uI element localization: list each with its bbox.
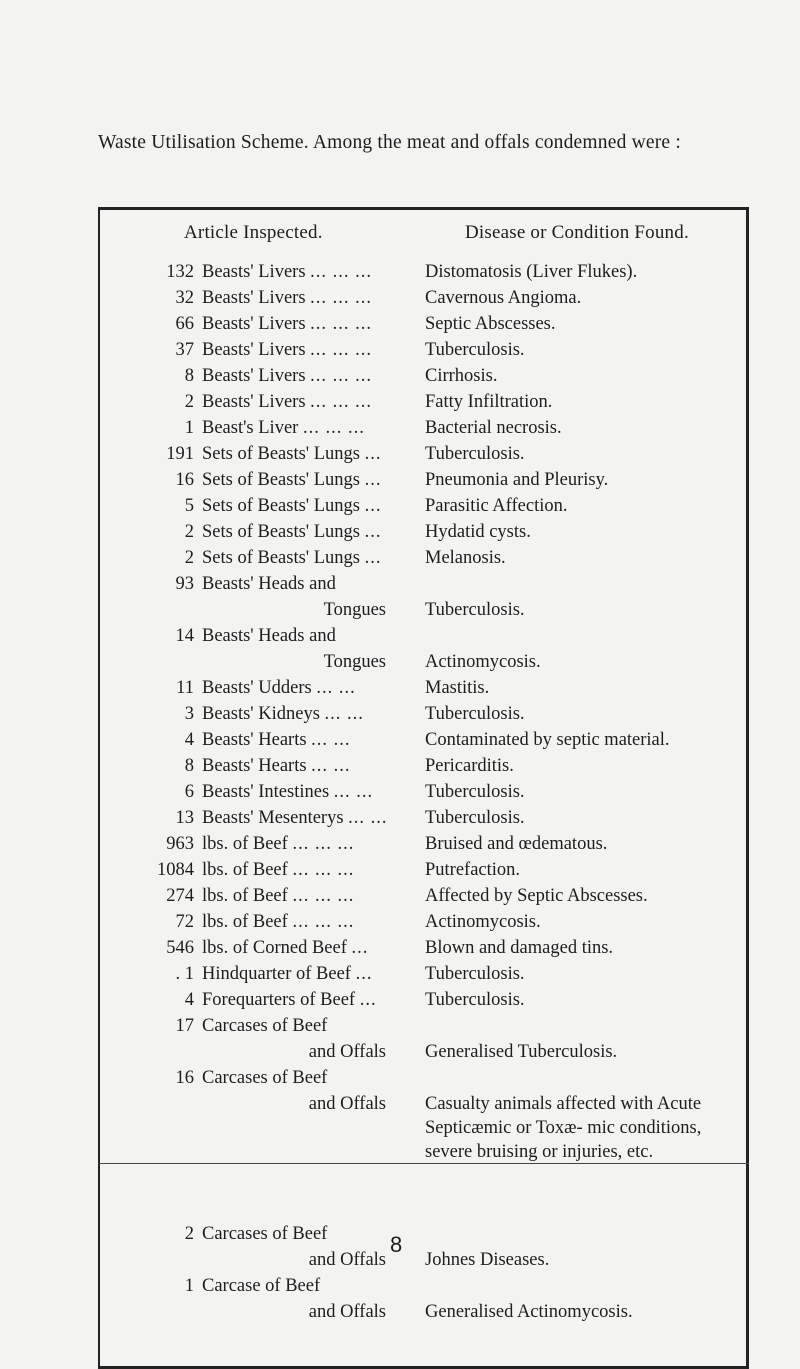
- table-row: [0, 416, 800, 440]
- table-row: [0, 390, 800, 414]
- article-text: Beasts' Livers: [202, 392, 306, 412]
- article-text: lbs. of Beef: [202, 860, 288, 880]
- table-row: [0, 884, 800, 908]
- quantity-cell: 8: [184, 366, 194, 386]
- header-article-inspected: Article Inspected.: [184, 222, 323, 243]
- article-text: Hindquarter of Beef: [202, 964, 351, 984]
- disease-cell: Tuberculosis.: [425, 782, 525, 802]
- quantity-cell: 546: [166, 938, 194, 958]
- article-text: Beasts' Heads and: [202, 626, 336, 646]
- article-continuation: and Offals: [308, 1302, 386, 1322]
- table-row: [0, 312, 800, 336]
- article-text: Beasts' Livers: [202, 288, 306, 308]
- table-row: [0, 676, 800, 700]
- article-cell: [202, 884, 354, 908]
- table-row-continuation: [0, 598, 800, 622]
- leader-dots: ... ... ...: [292, 860, 355, 880]
- article-cell: [202, 962, 372, 986]
- disease-cell: Pericarditis.: [425, 756, 514, 776]
- disease-cell: Fatty Infiltration.: [425, 392, 553, 412]
- article-cell: [202, 364, 372, 388]
- article-cell: [202, 936, 368, 960]
- article-cell: [202, 442, 382, 466]
- quantity-cell: 2: [184, 548, 194, 568]
- quantity-cell: 32: [175, 288, 194, 308]
- quantity-cell: 11: [176, 678, 194, 698]
- quantity-cell: 4: [184, 730, 194, 750]
- table-row: [0, 858, 800, 882]
- article-text: Beasts' Livers: [202, 262, 306, 282]
- article-text: lbs. of Beef: [202, 912, 288, 932]
- article-cell: [202, 910, 354, 934]
- article-text: lbs. of Corned Beef: [202, 938, 347, 958]
- leader-dots: ...: [364, 496, 382, 516]
- table-row: [0, 780, 800, 804]
- quantity-cell: 93: [175, 574, 194, 594]
- quantity-cell: 963: [166, 834, 194, 854]
- quantity-cell: 1: [184, 418, 194, 438]
- article-text: Beasts' Intestines: [202, 782, 330, 802]
- leader-dots: ... ...: [316, 678, 356, 698]
- quantity-cell: 72: [175, 912, 194, 932]
- article-cell: [202, 312, 372, 336]
- leader-dots: ... ...: [311, 730, 351, 750]
- article-text: Beasts' Mesenterys: [202, 808, 344, 828]
- table-row: [0, 988, 800, 1012]
- table-row: [0, 728, 800, 752]
- article-continuation: Tongues: [323, 600, 386, 620]
- disease-cell: Cavernous Angioma.: [425, 288, 582, 308]
- table-row: [0, 442, 800, 466]
- quantity-cell: 274: [166, 886, 194, 906]
- article-cell: [202, 1014, 327, 1038]
- article-cell: [202, 546, 382, 570]
- disease-cell: Affected by Septic Abscesses.: [425, 886, 648, 906]
- intro-paragraph: Waste Utilisation Scheme. Among the meat and offals condemned were :: [98, 132, 681, 153]
- table-row: [0, 962, 800, 986]
- table-row: [0, 702, 800, 726]
- article-text: lbs. of Beef: [202, 886, 288, 906]
- leader-dots: ... ...: [333, 782, 374, 802]
- table-row: [0, 338, 800, 362]
- quantity-cell: 191: [166, 444, 194, 464]
- disease-cell: Bacterial necrosis.: [425, 418, 562, 438]
- leader-dots: ... ...: [348, 808, 388, 828]
- article-text: lbs. of Beef: [202, 834, 288, 854]
- leader-dots: ...: [355, 964, 373, 984]
- leader-dots: ...: [351, 938, 369, 958]
- table-row: [0, 364, 800, 388]
- quantity-cell: 4: [184, 990, 194, 1010]
- disease-cell: Melanosis.: [425, 548, 506, 568]
- article-cell: [202, 572, 336, 596]
- leader-dots: ... ... ...: [310, 340, 373, 360]
- disease-cell: Actinomycosis.: [425, 912, 541, 932]
- table-row-continuation: [0, 650, 800, 674]
- article-cell: [202, 1222, 327, 1246]
- disease-cell: Septic Abscesses.: [425, 314, 556, 334]
- quantity-cell: 6: [184, 782, 194, 802]
- article-text: Beasts' Livers: [202, 340, 306, 360]
- table-row: [0, 806, 800, 830]
- disease-cell: Contaminated by septic material.: [425, 730, 670, 750]
- article-cell: [202, 806, 388, 830]
- article-text: Forequarters of Beef: [202, 990, 356, 1010]
- article-text: Beasts' Hearts: [202, 730, 307, 750]
- article-cell: [202, 286, 372, 310]
- article-continuation: and Offals: [308, 1042, 386, 1062]
- disease-cell: Cirrhosis.: [425, 366, 498, 386]
- leader-dots: ...: [359, 990, 377, 1010]
- article-cell: [202, 676, 356, 700]
- quantity-cell: 2: [184, 522, 194, 542]
- leader-dots: ...: [364, 548, 382, 568]
- table-row-continuation: [0, 1040, 800, 1064]
- table-row: [0, 936, 800, 960]
- disease-cell: Johnes Diseases.: [425, 1250, 550, 1270]
- article-cell: [202, 988, 377, 1012]
- article-cell: [202, 468, 382, 492]
- article-cell: [202, 260, 372, 284]
- article-cell: [202, 1274, 320, 1298]
- quantity-cell: 16: [175, 470, 194, 490]
- article-continuation: and Offals: [308, 1094, 386, 1114]
- article-cell: [202, 702, 364, 726]
- leader-dots: ... ... ...: [310, 314, 373, 334]
- table-row: [0, 1014, 800, 1038]
- quantity-cell: 2: [184, 392, 194, 412]
- table-row-continuation: [0, 1300, 800, 1324]
- table-row: [0, 260, 800, 284]
- leader-dots: ... ...: [311, 756, 351, 776]
- disease-cell: Hydatid cysts.: [425, 522, 531, 542]
- quantity-cell: 13: [175, 808, 194, 828]
- article-cell: [202, 780, 373, 804]
- article-text: Sets of Beasts' Lungs: [202, 496, 361, 516]
- leader-dots: ... ...: [324, 704, 364, 724]
- disease-cell: Tuberculosis.: [425, 600, 525, 620]
- table-row: [0, 572, 800, 596]
- quantity-cell: 1084: [157, 860, 194, 880]
- disease-cell: Mastitis.: [425, 678, 490, 698]
- leader-dots: ... ... ...: [310, 366, 373, 386]
- table-row: [0, 286, 800, 310]
- table-row: [0, 520, 800, 544]
- leader-dots: ... ... ...: [310, 392, 373, 412]
- table-row: [0, 624, 800, 648]
- disease-cell: Parasitic Affection.: [425, 496, 568, 516]
- table-row: [0, 546, 800, 570]
- article-cell: [202, 338, 372, 362]
- article-text: Beasts' Hearts: [202, 756, 307, 776]
- table-row: [0, 1274, 800, 1298]
- disease-cell: Generalised Tuberculosis.: [425, 1042, 618, 1062]
- disease-cell: Tuberculosis.: [425, 808, 525, 828]
- article-continuation: Tongues: [323, 652, 386, 672]
- article-cell: [202, 390, 372, 414]
- table-row: [0, 832, 800, 856]
- quantity-cell: . 1: [175, 964, 194, 984]
- article-text: Sets of Beasts' Lungs: [202, 548, 361, 568]
- article-text: Beast's Liver: [202, 418, 299, 438]
- quantity-cell: 66: [175, 314, 194, 334]
- article-text: Beasts' Livers: [202, 314, 306, 334]
- article-cell: [202, 728, 351, 752]
- leader-dots: ... ... ...: [302, 418, 365, 438]
- article-cell: [202, 1066, 327, 1090]
- table-row: [0, 754, 800, 778]
- page-number: 8: [390, 1232, 403, 1257]
- quantity-cell: 14: [175, 626, 194, 646]
- quantity-cell: 132: [166, 262, 194, 282]
- disease-cell: Putrefaction.: [425, 860, 521, 880]
- article-text: Carcase of Beef: [202, 1276, 321, 1296]
- quantity-cell: 16: [175, 1068, 194, 1088]
- article-cell: [202, 754, 351, 778]
- disease-cell: Tuberculosis.: [425, 964, 525, 984]
- disease-cell: Tuberculosis.: [425, 340, 525, 360]
- leader-dots: ... ... ...: [310, 288, 373, 308]
- leader-dots: ...: [364, 444, 382, 464]
- article-text: Carcases of Beef: [202, 1224, 328, 1244]
- leader-dots: ... ... ...: [292, 912, 355, 932]
- disease-cell: Generalised Actinomycosis.: [425, 1302, 633, 1322]
- disease-cell: Tuberculosis.: [425, 990, 525, 1010]
- leader-dots: ...: [364, 522, 382, 542]
- article-cell: [202, 624, 336, 648]
- quantity-cell: 2: [184, 1224, 194, 1244]
- article-text: Sets of Beasts' Lungs: [202, 522, 361, 542]
- leader-dots: ...: [364, 470, 382, 490]
- article-cell: [202, 520, 382, 544]
- article-continuation: and Offals: [308, 1250, 386, 1270]
- article-cell: [202, 832, 354, 856]
- table-row: [0, 1066, 800, 1090]
- disease-cell: Tuberculosis.: [425, 704, 525, 724]
- disease-cell: Pneumonia and Pleurisy.: [425, 470, 609, 490]
- disease-cell: Bruised and œdematous.: [425, 834, 608, 854]
- article-text: Sets of Beasts' Lungs: [202, 444, 361, 464]
- disease-cell: Casualty animals affected with Acute Septicæmic or Toxæ- mic conditions, severe bruising or injuries, etc.: [425, 1094, 702, 1162]
- table-row-continuation: [0, 1092, 800, 1162]
- leader-dots: ... ... ...: [292, 834, 355, 854]
- article-text: Carcases of Beef: [202, 1016, 328, 1036]
- article-text: Beasts' Livers: [202, 366, 306, 386]
- quantity-cell: 8: [184, 756, 194, 776]
- table-row: [0, 468, 800, 492]
- article-text: Beasts' Heads and: [202, 574, 336, 594]
- leader-dots: ... ... ...: [292, 886, 355, 906]
- article-text: Beasts' Kidneys: [202, 704, 320, 724]
- article-cell: [202, 494, 382, 518]
- article-text: Sets of Beasts' Lungs: [202, 470, 361, 490]
- header-disease-found: Disease or Condition Found.: [465, 222, 689, 243]
- table-row: [0, 494, 800, 518]
- quantity-cell: 1: [184, 1276, 194, 1296]
- disease-cell: Blown and damaged tins.: [425, 938, 614, 958]
- quantity-cell: 37: [175, 340, 194, 360]
- quantity-cell: 3: [184, 704, 194, 724]
- disease-cell: Tuberculosis.: [425, 444, 525, 464]
- article-cell: [202, 858, 354, 882]
- quantity-cell: 5: [184, 496, 194, 516]
- article-text: Beasts' Udders: [202, 678, 312, 698]
- table-row: [0, 910, 800, 934]
- leader-dots: ... ... ...: [310, 262, 373, 282]
- article-cell: [202, 416, 365, 440]
- quantity-cell: 17: [175, 1016, 194, 1036]
- article-text: Carcases of Beef: [202, 1068, 328, 1088]
- disease-cell: Distomatosis (Liver Flukes).: [425, 262, 638, 282]
- disease-cell: Actinomycosis.: [425, 652, 541, 672]
